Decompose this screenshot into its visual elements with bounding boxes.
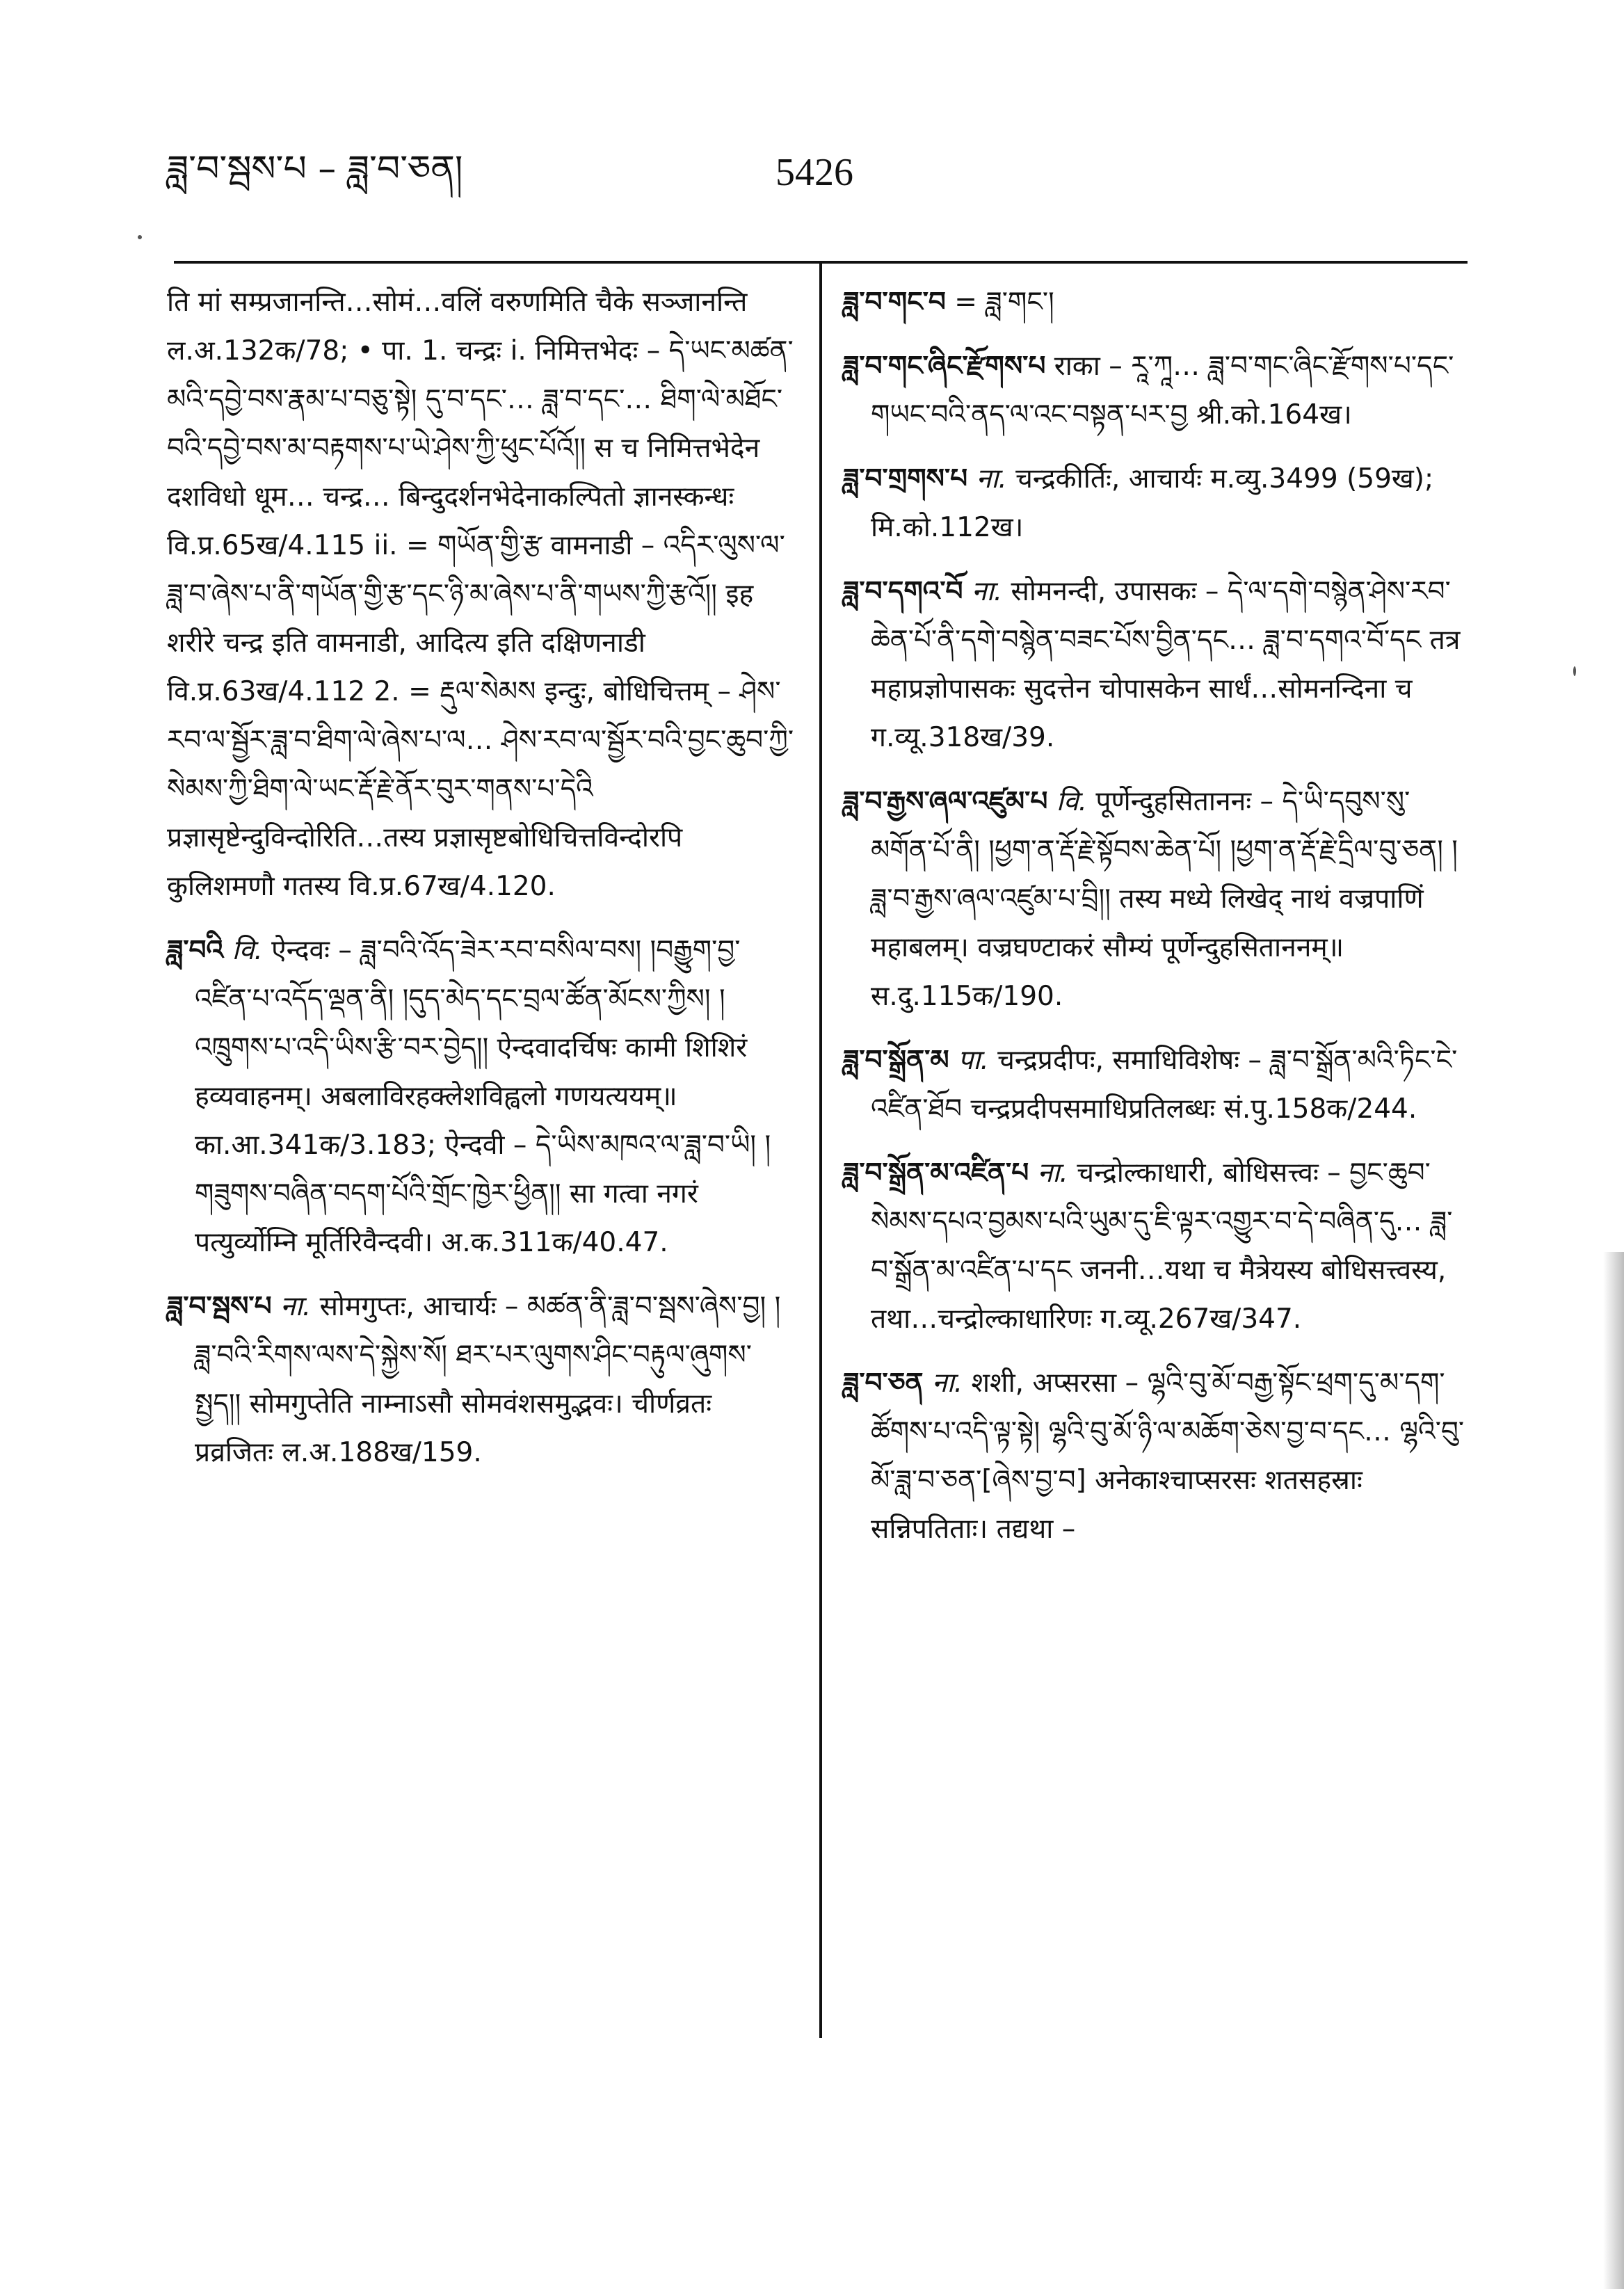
- entry-headword: ཟླ་བ་རྒྱས་ཞལ་འཛུམ་པ: [843, 786, 1048, 817]
- entry-grammar-label: ना.: [971, 576, 1003, 607]
- right-column: [843, 278, 1465, 1569]
- entry-headword: ཟླ་བ་སྒྲོན་མ: [843, 1045, 949, 1076]
- dictionary-entry: [843, 1149, 1465, 1344]
- entry-grammar-label: पा.: [958, 1045, 989, 1076]
- entry-text: शशी, अप्सरसा – ལྷའི་བུ་མོ་བརྒྱ་སྟོང་ཕྲག་དུ་མ་དག་ཚོགས་པ་འདི་ལྟ་སྟེ། ལྷའི་བུ་མོ་ཉི་ལ་མཆོག་ཅེས་བྱ་བ་དང… ལྷའི་བུ་མོ་ཟླ་བ་ཅན་[ཞེས་བྱ་བ] अनेकाश्चाप्सरसः शतसहस्राः सन्निपतिताः। तद्यथा –: [871, 1367, 1465, 1545]
- entry-continuation: [167, 278, 796, 911]
- entry-grammar-label: ना.: [280, 1291, 312, 1322]
- column-divider: [819, 261, 822, 2038]
- entry-text: चन्द्रोल्काधारी, बोधिसत्त्वः – བྱང་ཆུབ་སེམས་དཔའ་བྱམས་པའི་ཡུམ་དུ་ཇི་ལྟར་འགྱུར་བ་དེ་བཞིན་དུ… ཟླ་བ་སྒྲོན་མ་འཛིན་པ་དང जननी…यथा च मैत्रेयस्य बोधिसत्त्वस्य, तथा…चन्द्रोल्काधारिणः ग.व्यू.267ख/347.: [871, 1157, 1453, 1335]
- scan-speck: [1573, 666, 1576, 676]
- dictionary-entry: [843, 278, 1465, 327]
- entry-text: पूर्णेन्दुहसिताननः – དེ་ཡི་དབུས་སུ་མགོན་པོ་ནི། །ཕྱག་ན་རྡོ་རྗེ་སྟོབས་ཆེན་པོ། །ཕྱག་ན་རྡོ་རྗེ་དྲིལ་བུ་ཅན། །ཟླ་བ་རྒྱས་ཞལ་འཛུམ་པ་བྲི།། तस्य मध्ये लिखेद् नाथं वज्रपाणिं महाबलम्। वज्रघण्टाकरं सौम्यं पूर्णेन्दुहसिताननम्॥ स.दु.115क/190.: [871, 786, 1458, 1012]
- dictionary-entry: [843, 455, 1465, 552]
- dictionary-entry: [843, 342, 1465, 440]
- entry-headword: ཟླ་བ་སྦས་པ: [167, 1291, 272, 1322]
- dictionary-entry: [843, 568, 1465, 762]
- entry-text: चन्द्रकीर्तिः, आचार्यः म.व्यु.3499 (59ख); मि.को.112ख।: [871, 463, 1434, 543]
- dictionary-entry: [843, 1359, 1465, 1554]
- entry-text: ऐन्दवः – ཟླ་བའི་འོད་ཟེར་རབ་བསིལ་བས། །བརྒྱུག་བྱ་འཛིན་པ་འདོད་ལྡན་ནི། །དུད་མེད་དང་བྲལ་ཚོན་མོངས་ཀྱིས། །འཁྲུགས་པ་འདི་ཡིས་རྩི་བར་བྱེད།། ऐन्दवादर्चिषः कामी शिशिरं हव्यवाहनम्। अबलाविरहक्लेशविह्वलो गणयत्ययम्॥ का.आ.341क/3.183; ऐन्दवी – དེ་ཡིས་མཁའ་ལ་ཟླ་བ་ཡི། །གཟུགས་བཞིན་བདག་པོའི་གྲོང་ཁྱེར་ཕྱིན།། सा गत्वा नगरं पत्युर्व्योम्नि मूर्तिरिवैन्दवी। अ.क.311क/40.47.: [195, 935, 771, 1258]
- entry-grammar-label: वि.: [232, 935, 263, 966]
- entry-text: सोमगुप्तः, आचार्यः – མཚན་ནི་ཟླ་བ་སྦས་ཞེས་བྱ། །ཟླ་བའི་རིགས་ལས་དེ་སྐྱེས་སོ། ཐར་པར་ལུགས་ཤིང་བརྟུལ་ཞུགས་སྤྱད།། सोमगुप्तेति नाम्नाऽसौ सोमवंशसमुद्भवः। चीर्णव्रतः प्रव्रजितः ल.अ.188ख/159.: [195, 1291, 781, 1468]
- entry-grammar-label: ना.: [1037, 1157, 1068, 1189]
- dictionary-entry: [843, 1036, 1465, 1134]
- left-column: [167, 278, 796, 1493]
- scan-speck: [138, 235, 142, 239]
- entry-grammar-label: वि.: [1056, 786, 1087, 817]
- dictionary-entry: [167, 1283, 796, 1477]
- page-number: 5426: [775, 151, 853, 194]
- entry-headword: ཟླ་བ་གང་བ: [843, 287, 946, 318]
- dictionary-entry: [843, 778, 1465, 1021]
- entry-text: = ཟླ་གང་།: [954, 287, 1054, 318]
- entry-headword: ཟླ་བ་གྲགས་པ: [843, 463, 968, 495]
- entry-text: चन्द्रप्रदीपः, समाधिविशेषः – ཟླ་བ་སྒྲོན་མའི་ཏིང་ངེ་འཛིན་ཐོབ चन्द्रप्रदीपसमाधिप्रतिलब्धः सं.पु.158क/244.: [871, 1045, 1458, 1125]
- entry-headword: ཟླ་བ་ཅན: [843, 1367, 924, 1399]
- scan-edge-shadow: [1603, 1252, 1624, 2289]
- entry-grammar-label: ना.: [931, 1367, 963, 1399]
- running-head: ཟླ་བ་སྦས་པ – ཟླ་བ་ཅན།: [167, 148, 463, 190]
- entry-text: राका – རཱ་ཀཱ… ཟླ་བ་གང་ཞིང་རྫོགས་པ་དང་གཡང་བའི་ནད་ལ་འང་བསྟན་པར་བྱ श्री.को.164ख।: [871, 351, 1454, 431]
- entry-grammar-label: ना.: [976, 463, 1007, 495]
- entry-text: ति मां सम्प्रजानन्ति…सोमं…वलिं वरुणमिति चैके सञ्जानन्ति ल.अ.132क/78; • पा. 1. चन्द्रः i. निमित्तभेदः – དེ་ཡང་མཚན་མའི་དབྱེ་བས་རྣམ་པ་བཅུ་སྟེ། དུ་བ་དང་… ཟླ་བ་དང་… ཐིག་ལེ་མཐོང་བའི་དབྱེ་བས་མ་བརྟགས་པ་ཡེ་ཤེས་ཀྱི་ཕུང་པོའོ།། स च निमित्तभेदेन दशविधो धूम… चन्द्र… बिन्दुदर्शनभेदेनाकल्पितो ज्ञानस्कन्धः वि.प्र.65ख/4.115 ii. = གཡོན་གྱི་རྩ वामनाडी – འདིར་ལུས་ལ་ཟླ་བ་ཞེས་པ་ནི་གཡོན་གྱི་རྩ་དང་ཉི་མ་ཞེས་པ་ནི་གཡས་ཀྱི་རྩའོ།། इह शरीरे चन्द्र इति वामनाडी, आदित्य इति दक्षिणनाडी वि.प्र.63ख/4.112 2. = རྡུལ་སེམས इन्दुः, बोधिचित्तम् – ཤེས་རབ་ལ་སྦྱོར་ཟླ་བ་ཐིག་ལེ་ཞེས་པ་ལ… ཤེས་རབ་ལ་སྦྱོར་བའི་བྱང་ཆུབ་ཀྱི་སེམས་ཀྱི་ཐིག་ལེ་ཡང་རྡོ་རྗེ་ནོར་བུར་གནས་པ་དེའི प्रज्ञासृष्टेन्दुविन्दोरिति…तस्य प्रज्ञासृष्टबोधिचित्तविन्दोरपि कुलिशमणौ गतस्य वि.प्र.67ख/4.120.: [167, 287, 794, 902]
- dictionary-entry: [167, 926, 796, 1267]
- entry-headword: ཟླ་བ་སྒྲོན་མ་འཛིན་པ: [843, 1157, 1029, 1189]
- entry-headword: ཟླ་བ་དགའ་བོ: [843, 576, 963, 607]
- entry-text: सोमनन्दी, उपासकः – དེ་ལ་དགེ་བསྙེན་ཤེས་རབ་ཆེན་པོ་ནི་དགེ་བསྙེན་བཟང་པོས་བྱིན་དང… ཟླ་བ་དགའ་བོ་དང तत्र महाप्रज्ञोपासकः सुदत्तेन चोपासकेन सार्धं…सोमनन्दिना च ग.व्यू.318ख/39.: [871, 576, 1461, 753]
- entry-headword: ཟླ་བའི: [167, 935, 224, 966]
- entry-headword: ཟླ་བ་གང་ཞིང་རྫོགས་པ: [843, 351, 1046, 382]
